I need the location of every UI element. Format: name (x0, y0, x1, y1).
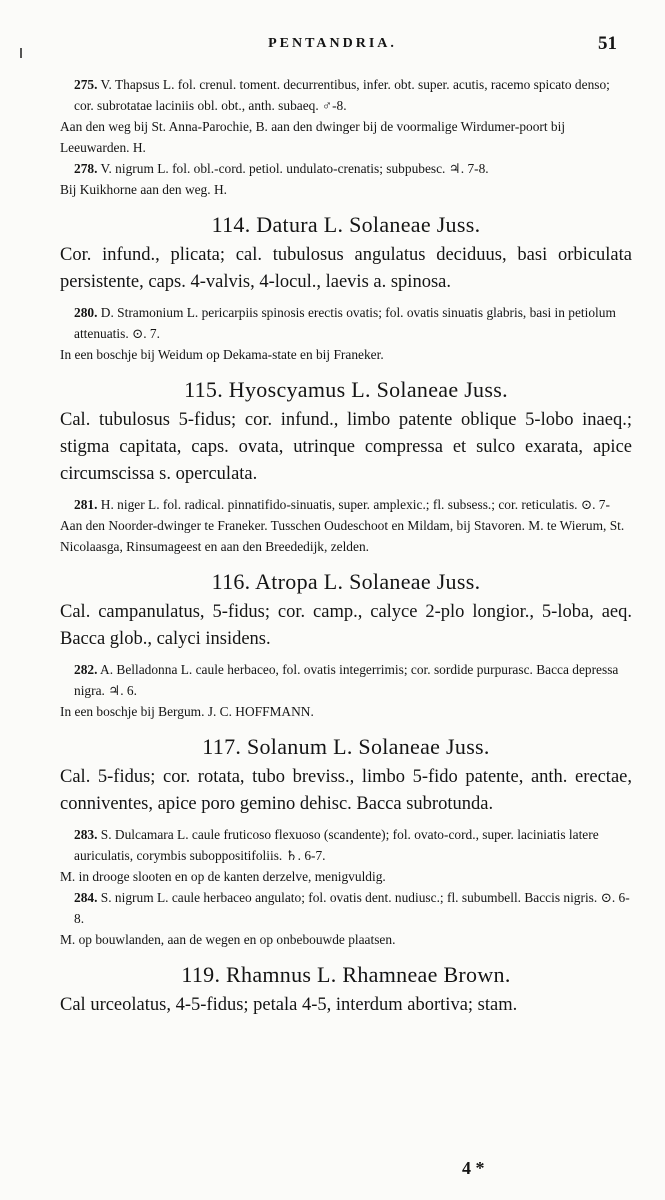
genus-heading: 119. Rhamnus L. Rhamneae Brown. (181, 962, 511, 987)
locality: Bij Kuikhorne aan den weg. H. (60, 182, 227, 197)
locality: In een boschje bij Bergum. J. C. HOFFMANN. (60, 704, 314, 719)
running-header: PENTANDRIA. (268, 36, 397, 51)
species-entry: 283. S. Dulcamara L. caule fruticoso flexuoso (scandente); fol. ovato-cord., super. laciniatis latere auriculatis, corymbis suboppositifoliis. ♄. 6-7. (74, 827, 599, 863)
signature-mark: 4 * (462, 1158, 485, 1178)
genus-heading: 117. Solanum L. Solaneae Juss. (202, 734, 490, 759)
locality: M. op bouwlanden, aan de wegen en op onbebouwde plaatsen. (60, 932, 396, 947)
species-entry: 280. D. Stramonium L. pericarpiis spinosis erectis ovatis; fol. ovatis sinuatis glabris, basi in petiolum attenuatis. ⊙. 7. (74, 305, 616, 341)
locality: M. in drooge slooten en op de kanten derzelve, menigvuldig. (60, 869, 386, 884)
species-block-verbascum (60, 74, 632, 200)
species-entry: 278. V. nigrum L. fol. obl.-cord. petiol. undulato-crenatis; subpubesc. ♃. 7-8. (74, 161, 489, 176)
genus-heading: 115. Hyoscyamus L. Solaneae Juss. (184, 377, 508, 402)
page-body (60, 74, 632, 1025)
locality: Aan den Noorder-dwinger te Franeker. Tusschen Oudeschoot en Mildam, bij Stavoren. M. te Wierum, St. Nicolaasga, Rinsumageest en aan den Breededijk, zelden. (60, 518, 625, 554)
genus-heading: 114. Datura L. Solaneae Juss. (211, 212, 481, 237)
genus-diagnosis: Cal urceolatus, 4-5-fidus; petala 4-5, interdum abortiva; stam. (60, 995, 518, 1015)
species-entry: 282. A. Belladonna L. caule herbaceo, fol. ovatis integerrimis; cor. sordide purpurasc. Bacca depressa nigra. ♃. 6. (74, 662, 619, 698)
locality: In een boschje bij Weidum op Dekama-state en bij Franeker. (60, 347, 384, 362)
genus-diagnosis: Cal. tubulosus 5-fidus; cor. infund., limbo patente oblique 5-lobo inaeq.; stigma capitata, caps. ovata, utrinque compressa et sulco exarata, apice circumscissa s. operculata. (60, 410, 632, 484)
genus-diagnosis: Cal. 5-fidus; cor. rotata, tubo breviss., limbo 5-fido patente, anth. erectae, conniventes, apice poro gemino dehisc. Bacca subrotunda. (60, 767, 632, 814)
species-entry: 281. H. niger L. fol. radical. pinnatifido-sinuatis, super. amplexic.; fl. subsess.; cor. reticulatis. ⊙. 7- (74, 497, 610, 512)
species-entry: 275. V. Thapsus L. fol. crenul. toment. decurrentibus, infer. obt. super. acutis, racemo spicato denso; cor. subrotatae laciniis obl. obt., anth. subaeq. ♂-8. (74, 77, 610, 113)
species-entry: 284. S. nigrum L. caule herbaceo angulato; fol. ovatis dent. nudiusc.; fl. subumbell. Baccis nigris. ⊙. 6-8. (74, 890, 630, 926)
page-number: 51 (598, 33, 617, 54)
genus-diagnosis: Cor. infund., plicata; cal. tubulosus angulatus deciduus, basi orbiculata persistente, caps. 4-valvis, 4-locul., laevis a. spinosa. (60, 245, 632, 292)
genus-diagnosis: Cal. campanulatus, 5-fidus; cor. camp., calyce 2-plo longior., 5-loba, aeq. Bacca glob., calyci insidens. (60, 602, 632, 649)
locality: Aan den weg bij St. Anna-Parochie, B. aan den dwinger bij de voormalige Wirdumer-poort bij Leeuwarden. H. (60, 119, 566, 155)
genus-heading: 116. Atropa L. Solaneae Juss. (211, 569, 481, 594)
